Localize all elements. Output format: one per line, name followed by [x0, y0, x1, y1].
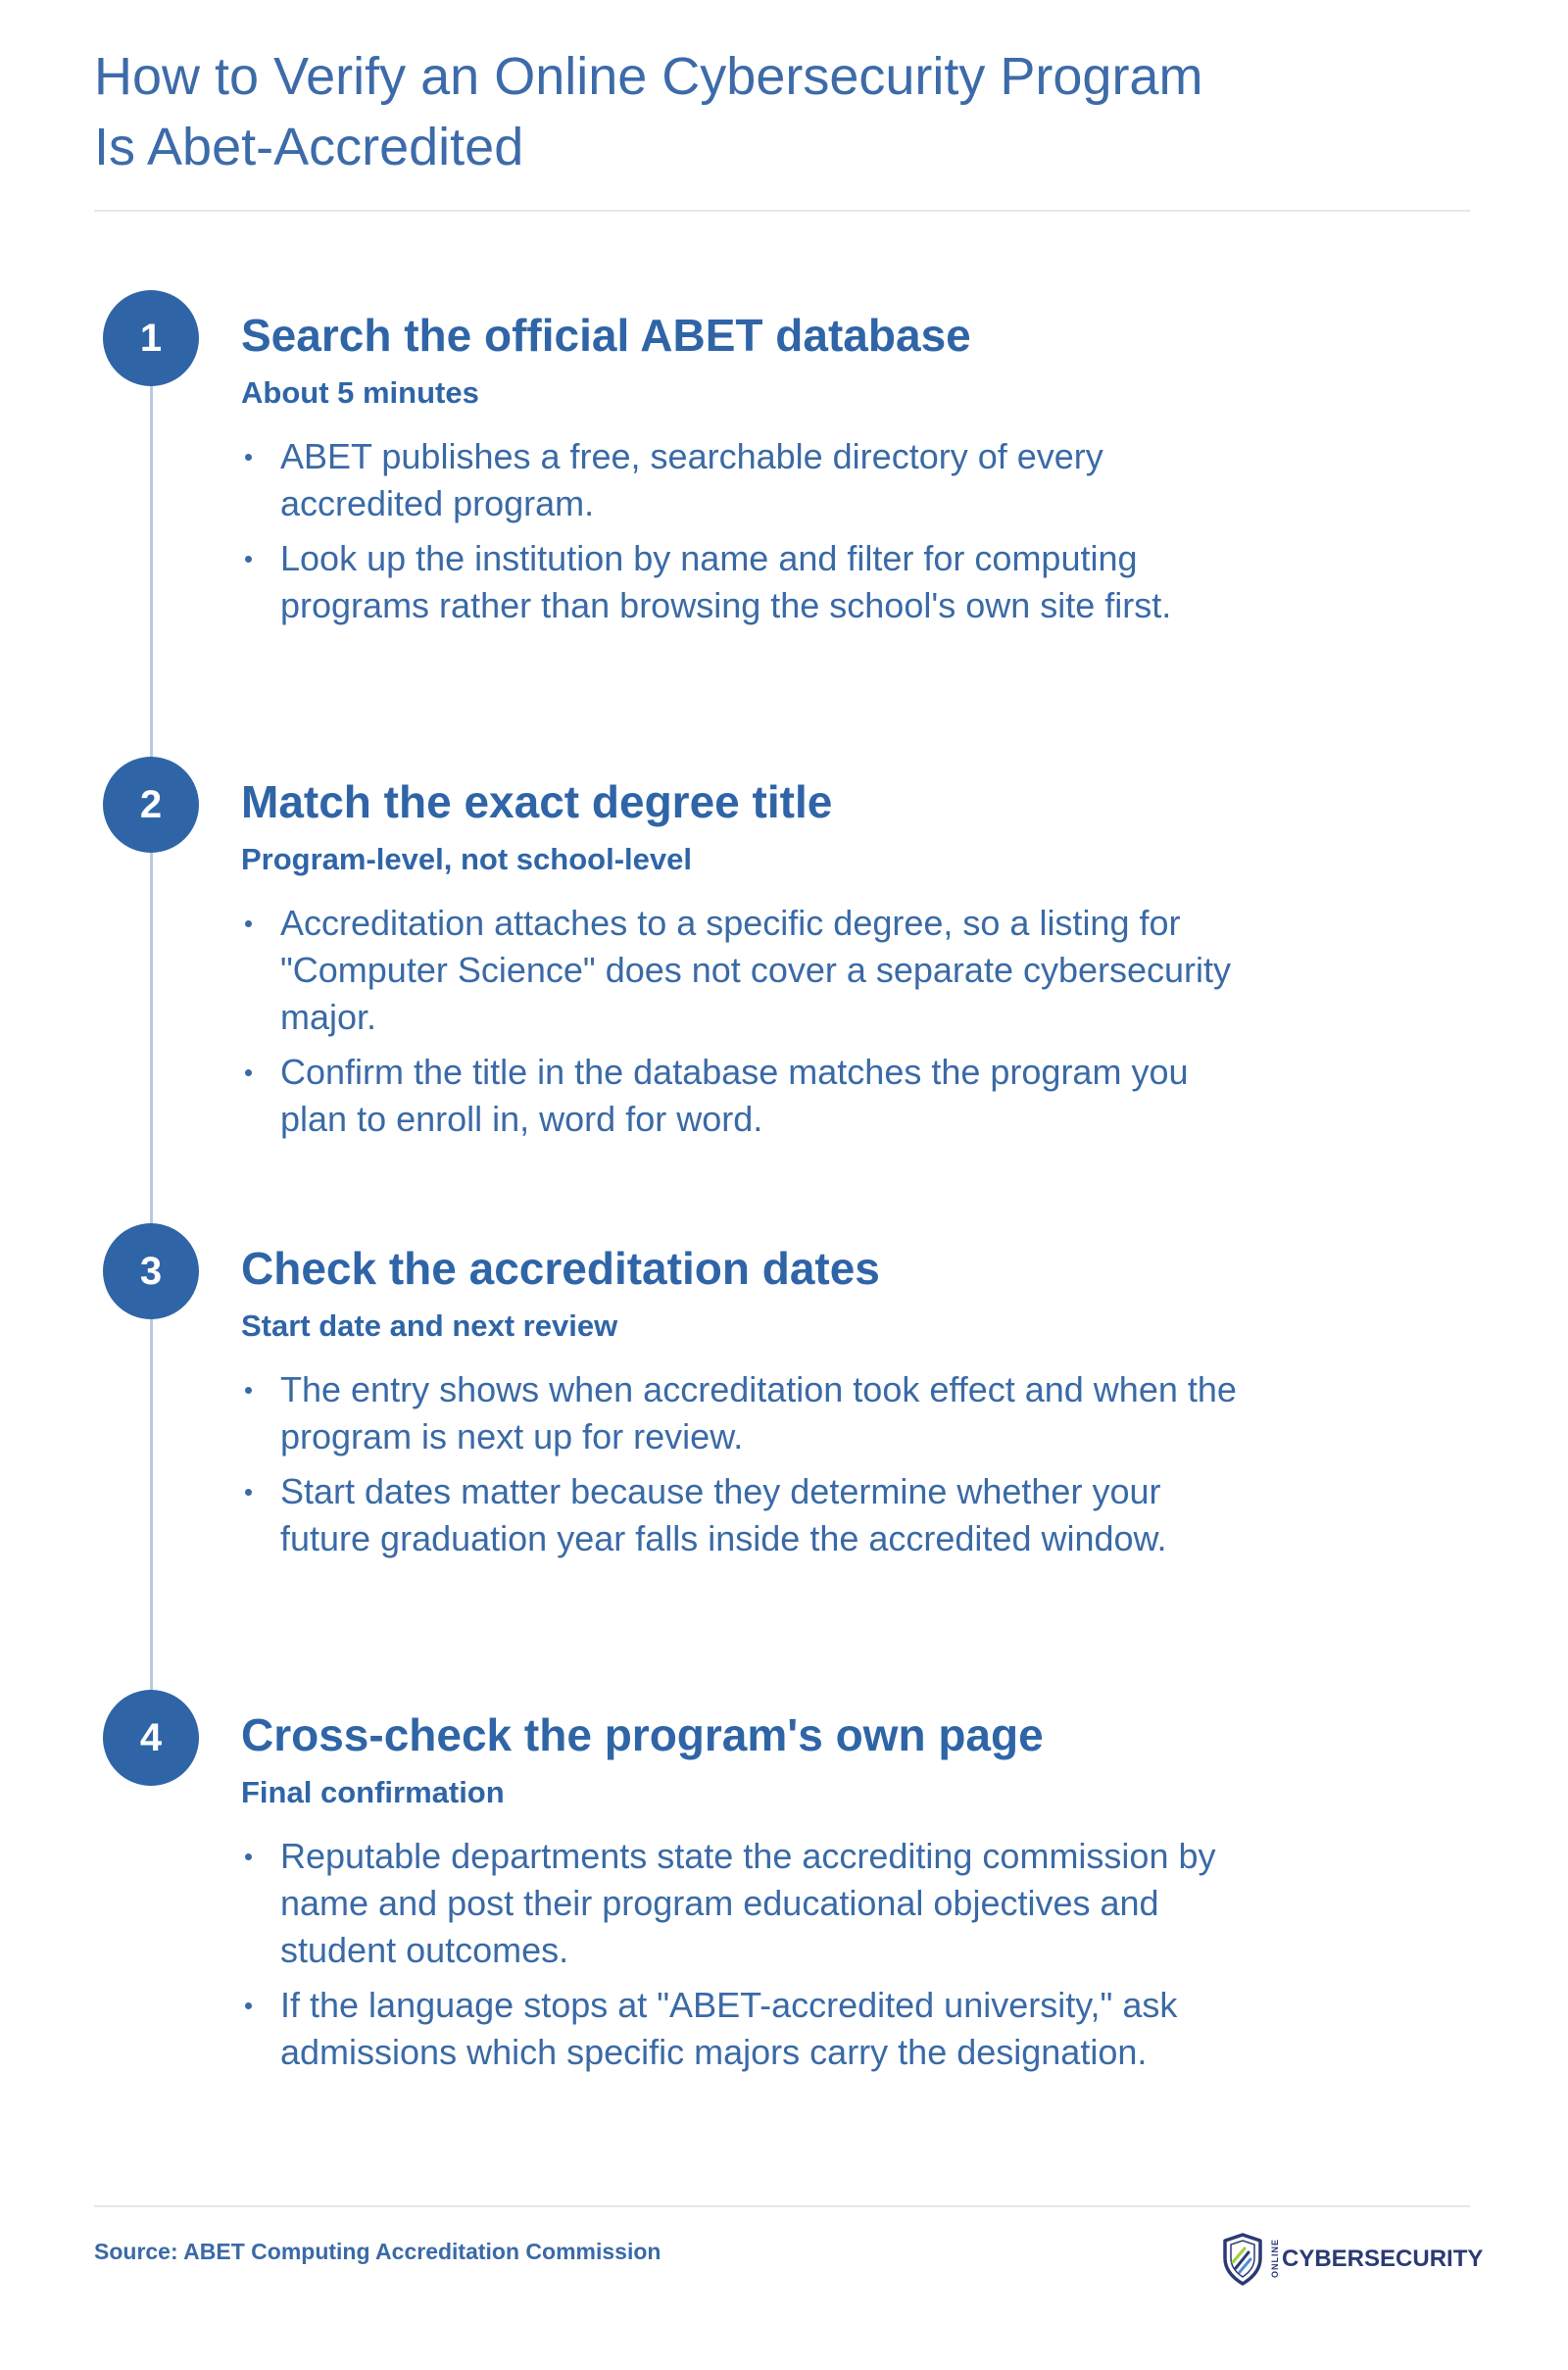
list-item: If the language stops at "ABET-accredited university," ask admissions which specific majors carry the designation.: [241, 1982, 1260, 2076]
page-title-line-2: Is Abet-Accredited: [94, 118, 524, 176]
logo-small-text: ONLINE: [1270, 2239, 1280, 2279]
step-number-badge: 2: [103, 757, 199, 853]
timeline-line: [150, 339, 153, 1741]
step-title: Search the official ABET database: [241, 310, 971, 361]
page-title: [94, 41, 1368, 182]
brand-logo: [1221, 2233, 1484, 2288]
top-divider: [94, 210, 1470, 212]
list-item: Reputable departments state the accrediting commission by name and post their program educational objectives and student outcomes.: [241, 1833, 1260, 1974]
step-number-badge: 3: [103, 1223, 199, 1319]
step-title: Cross-check the program's own page: [241, 1709, 1044, 1760]
list-item: Confirm the title in the database matches the program you plan to enroll in, word for word.: [241, 1049, 1260, 1143]
step-subtitle: Start date and next review: [241, 1308, 618, 1343]
step-subtitle: Program-level, not school-level: [241, 842, 692, 876]
step-bullet-list: [241, 1833, 1260, 2084]
step-number-badge: 1: [103, 290, 199, 386]
step-bullet-list: [241, 433, 1260, 637]
list-item: Look up the institution by name and filter for computing programs rather than browsing the school's own site first.: [241, 535, 1260, 629]
step-bullet-list: [241, 900, 1260, 1151]
list-item: Accreditation attaches to a specific degree, so a listing for "Computer Science" does not cover a separate cybersecurity major.: [241, 900, 1260, 1041]
bottom-divider: [94, 2205, 1470, 2207]
list-item: The entry shows when accreditation took effect and when the program is next up for review.: [241, 1366, 1260, 1460]
step-number-badge: 4: [103, 1690, 199, 1786]
step-subtitle: About 5 minutes: [241, 375, 479, 410]
step-title: Match the exact degree title: [241, 776, 833, 827]
step-bullet-list: [241, 1366, 1260, 1570]
list-item: Start dates matter because they determine whether your future graduation year falls inside the accredited window.: [241, 1468, 1260, 1562]
list-item: ABET publishes a free, searchable directory of every accredited program.: [241, 433, 1260, 527]
logo-wordmark: CYBERSECURITY: [1282, 2246, 1484, 2272]
source-note: Source: ABET Computing Accreditation Commission: [94, 2239, 662, 2264]
shield-icon: [1221, 2233, 1264, 2286]
step-subtitle: Final confirmation: [241, 1775, 505, 1809]
step-title: Check the accreditation dates: [241, 1243, 880, 1294]
page-title-line-1: How to Verify an Online Cybersecurity Program: [94, 47, 1203, 106]
